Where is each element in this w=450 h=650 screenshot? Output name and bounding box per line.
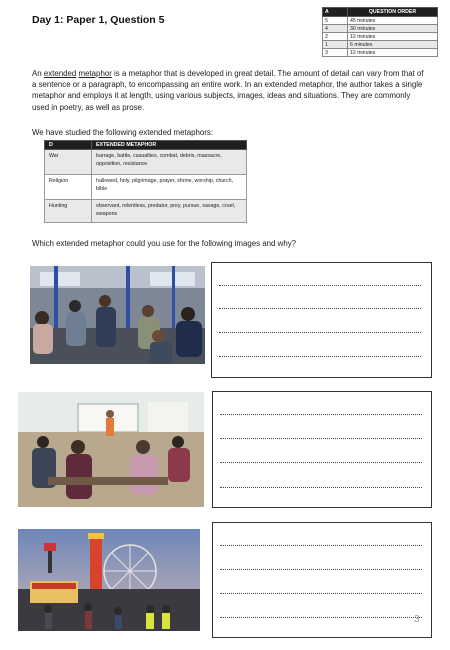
metaphor-name: Religion <box>45 175 92 200</box>
question-time: 30 minutes <box>348 25 438 33</box>
metaphor-words: barrage, battle, casualties, combat, debris, massacre, opposition, resistance <box>92 150 247 175</box>
metaphor-header-d: D <box>45 141 92 150</box>
answer-line <box>220 545 422 546</box>
answer-box-1[interactable] <box>211 262 432 378</box>
studied-label: We have studied the following extended metaphors: <box>32 128 214 137</box>
question-order-header-a: A <box>323 8 348 17</box>
table-row <box>323 17 438 25</box>
answer-line <box>220 593 422 594</box>
question-number: 1 <box>323 41 348 49</box>
question-time: 45 minutes <box>348 17 438 25</box>
question-order-header-row <box>323 8 438 17</box>
question-time: 12 minutes <box>348 33 438 41</box>
answer-line <box>220 487 422 488</box>
table-row <box>323 25 438 33</box>
table-row <box>45 200 247 223</box>
answer-line <box>220 569 422 570</box>
question-number: 2 <box>323 33 348 41</box>
crowded-train-photo <box>30 266 205 364</box>
term-metaphor: metaphor <box>78 69 112 78</box>
page-title: Day 1: Paper 1, Question 5 <box>32 14 165 26</box>
metaphor-name: Hunting <box>45 200 92 223</box>
question-order-table <box>322 7 438 57</box>
table-row <box>45 175 247 200</box>
fairground-photo <box>18 529 200 631</box>
answer-box-2[interactable] <box>212 391 432 508</box>
metaphor-header-row <box>45 141 247 150</box>
answer-line <box>220 462 422 463</box>
answer-line <box>220 438 422 439</box>
page-number: 3 <box>414 614 420 625</box>
answer-line <box>219 332 421 333</box>
table-row <box>45 150 247 175</box>
term-extended: extended <box>43 69 77 78</box>
answer-box-3[interactable] <box>212 522 432 638</box>
question-prompt: Which extended metaphor could you use for the following images and why? <box>32 239 297 248</box>
answer-line <box>219 356 421 357</box>
table-row <box>323 33 438 41</box>
question-number: 5 <box>323 17 348 25</box>
extended-metaphor-table <box>44 140 247 223</box>
answer-line <box>220 617 422 618</box>
metaphor-words: observant, relentless, predator, prey, pursue, savage, cruel, weapons <box>92 200 247 223</box>
intro-paragraph <box>32 68 428 113</box>
classroom-photo <box>18 392 204 507</box>
intro-text-start: An <box>32 69 44 78</box>
table-row <box>323 41 438 49</box>
question-number: 4 <box>323 25 348 33</box>
answer-line <box>220 414 422 415</box>
question-time: 6 minutes <box>348 41 438 49</box>
metaphor-name: War <box>45 150 92 175</box>
question-number: 3 <box>323 49 348 57</box>
metaphor-header-title: EXTENDED METAPHOR <box>92 141 247 150</box>
question-time: 12 minutes <box>348 49 438 57</box>
question-order-header-title: QUESTION ORDER <box>348 8 438 17</box>
answer-line <box>219 308 421 309</box>
metaphor-words: hallowed, holy, pilgrimage, prayer, shrine, worship, church, bible <box>92 175 247 200</box>
intro-text-rest: is a metaphor that is developed in great detail. The amount of detail can vary from that of a sentence or a paragraph, to encompassing an entire work. In an extended metaphor, the author takes a single metaphor and employs it at length, using various subjects, images, ideas and situations. They are commonly used in poetry, as well as prose. <box>32 69 424 112</box>
table-row <box>323 49 438 57</box>
answer-line <box>219 285 421 286</box>
